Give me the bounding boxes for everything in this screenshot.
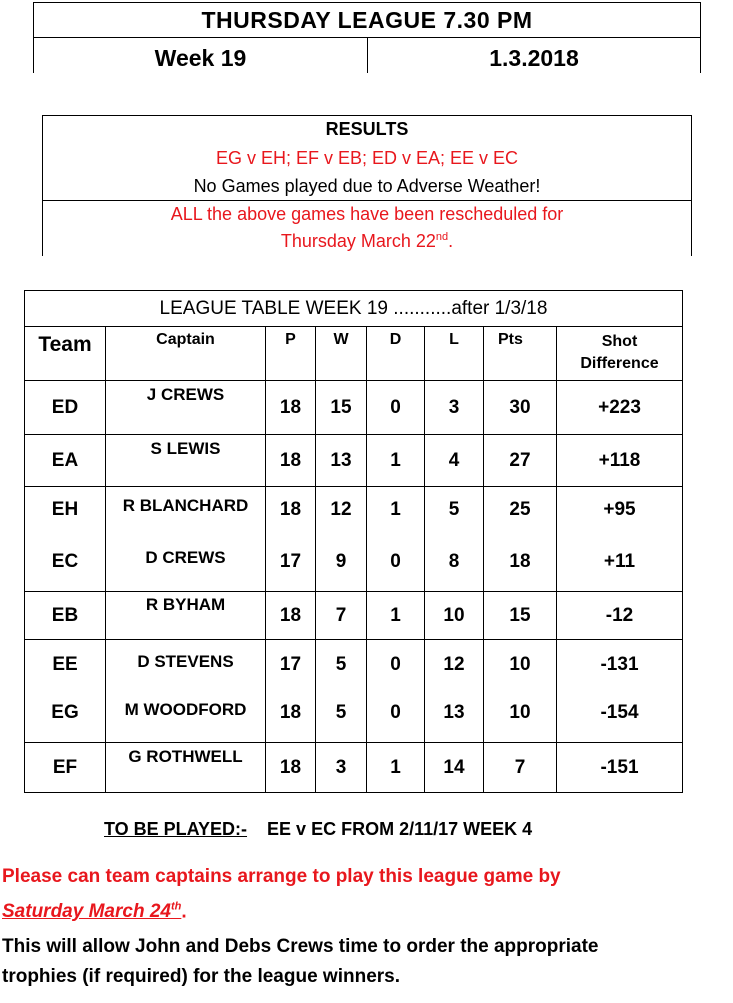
results-fixtures: EG v EH; EF v EB; ED v EA; EE v EC (215, 148, 519, 168)
table-row (25, 381, 683, 435)
won-cell: 13 (316, 435, 367, 487)
shot-diff-cell: -151 (557, 743, 683, 793)
col-w: W (316, 327, 367, 381)
played-cell: 18 (266, 592, 316, 640)
shot-diff-cell: -12 (557, 592, 683, 640)
captains-request (2, 862, 561, 927)
played-cell: 18 (266, 381, 316, 435)
results-heading: RESULTS (325, 119, 409, 139)
played-cell: 18 (266, 743, 316, 793)
col-pts: Pts (484, 327, 557, 381)
lost-cell: 14 (425, 743, 484, 793)
drawn-cell: 0 (367, 381, 425, 435)
table-row-group (25, 640, 683, 743)
col-shot-difference: Shot Difference (557, 327, 683, 381)
drawn-cell: 1 (367, 592, 425, 640)
allow-line-1: This will allow John and Debs Crews time to order the appropriate (2, 936, 599, 957)
won-cell: 3 (316, 743, 367, 793)
captain-cell: D STEVENS M WOODFORD (106, 640, 266, 743)
results-box (42, 115, 692, 256)
captain-cell: R BLANCHARD D CREWS (106, 487, 266, 592)
lost-cell: 4 (425, 435, 484, 487)
table-row-group (25, 487, 683, 592)
lost-cell: 12 13 (425, 640, 484, 743)
captain-cell: G ROTHWELL (106, 743, 266, 793)
lost-cell: 10 (425, 592, 484, 640)
drawn-cell: 0 0 (367, 640, 425, 743)
request-date: Saturday March 24th. (2, 901, 187, 923)
won-cell: 15 (316, 381, 367, 435)
col-d: D (367, 327, 425, 381)
league-table (24, 290, 683, 793)
played-cell: 18 (266, 435, 316, 487)
table-header-row (25, 327, 683, 381)
reschedule-line-1: ALL the above games have been rescheduled for (170, 204, 564, 224)
league-title: THURSDAY LEAGUE 7.30 PM (34, 3, 700, 38)
points-cell: 15 (484, 592, 557, 640)
won-cell: 7 (316, 592, 367, 640)
team-cell: EB (25, 592, 106, 640)
points-cell: 30 (484, 381, 557, 435)
shot-diff-cell: -131 -154 (557, 640, 683, 743)
table-row (25, 743, 683, 793)
captain-cell: R BYHAM (106, 592, 266, 640)
col-team: Team (25, 327, 106, 381)
date-label: 1.3.2018 (489, 45, 579, 71)
header-box (33, 2, 701, 73)
shot-diff-cell: +95 +11 (557, 487, 683, 592)
week-label: Week 19 (34, 38, 368, 73)
results-note: No Games played due to Adverse Weather! (193, 176, 541, 196)
points-cell: 25 18 (484, 487, 557, 592)
to-be-played-label: TO BE PLAYED:- (104, 819, 248, 839)
played-cell: 17 18 (266, 640, 316, 743)
played-cell: 18 17 (266, 487, 316, 592)
drawn-cell: 1 0 (367, 487, 425, 592)
lost-cell: 5 8 (425, 487, 484, 592)
results-divider (43, 200, 691, 201)
col-l: L (425, 327, 484, 381)
col-captain: Captain (106, 327, 266, 381)
points-cell: 7 (484, 743, 557, 793)
won-cell: 5 5 (316, 640, 367, 743)
shot-diff-cell: +223 (557, 381, 683, 435)
lost-cell: 3 (425, 381, 484, 435)
request-line-1: Please can team captains arrange to play this league game by (2, 866, 561, 887)
captain-cell: J CREWS (106, 381, 266, 435)
trophies-note (2, 932, 599, 992)
table-row (25, 435, 683, 487)
team-cell: EH EC (25, 487, 106, 592)
team-cell: EE EG (25, 640, 106, 743)
col-p: P (266, 327, 316, 381)
points-cell: 27 (484, 435, 557, 487)
allow-line-2: trophies (if required) for the league winners. (2, 966, 400, 987)
table-title: LEAGUE TABLE WEEK 19 ...........after 1/3/18 (25, 291, 683, 327)
captain-cell: S LEWIS (106, 435, 266, 487)
to-be-played-text: EE v EC FROM 2/11/17 WEEK 4 (267, 819, 533, 839)
reschedule-line-2: Thursday March 22nd. (280, 231, 454, 251)
table-row (25, 592, 683, 640)
drawn-cell: 1 (367, 435, 425, 487)
drawn-cell: 1 (367, 743, 425, 793)
points-cell: 10 10 (484, 640, 557, 743)
team-cell: EA (25, 435, 106, 487)
to-be-played (104, 819, 532, 840)
won-cell: 12 9 (316, 487, 367, 592)
team-cell: ED (25, 381, 106, 435)
shot-diff-cell: +118 (557, 435, 683, 487)
team-cell: EF (25, 743, 106, 793)
